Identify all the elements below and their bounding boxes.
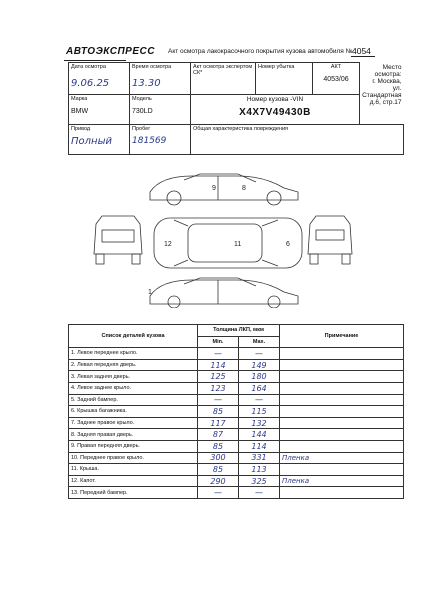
table-row [69, 440, 404, 452]
model-value: 730LD [132, 108, 153, 115]
act-label: АКТ [330, 64, 342, 70]
col-header-max: Max. [239, 336, 280, 348]
part-name: 11. Крыша. [69, 464, 198, 476]
part-name: 2. Левая передняя дверь. [69, 359, 198, 371]
info-table [68, 62, 404, 155]
part-min: — [198, 348, 239, 360]
part-note [280, 394, 404, 406]
part-max: — [239, 487, 280, 499]
part-max: 164 [239, 382, 280, 394]
model-label: Модель [132, 96, 152, 102]
col-header-note: Примечание [280, 325, 404, 348]
parts-table [68, 324, 404, 499]
car-body-diagram [88, 168, 356, 308]
date-value: 9.06.25 [71, 78, 110, 89]
place-city: г. Москва, [372, 77, 402, 85]
part-note [280, 371, 404, 383]
part-max: 114 [239, 440, 280, 452]
part-min: 85 [198, 464, 239, 476]
part-note [280, 359, 404, 371]
part-name: 7. Заднее правое крыло. [69, 417, 198, 429]
part-min: 117 [198, 417, 239, 429]
part-max: 132 [239, 417, 280, 429]
place-street: ул. Стандартная [362, 84, 402, 99]
damage-label: Общая характеристика повреждения [193, 126, 289, 132]
car-left-side-view [150, 278, 298, 308]
part-max: 113 [239, 464, 280, 476]
time-value: 13.30 [132, 78, 161, 89]
part-min: 85 [198, 440, 239, 452]
document-number-underline [351, 56, 375, 57]
diagram-label-8: 8 [242, 185, 246, 192]
part-note [280, 429, 404, 441]
diagram-label-1: 1 [148, 289, 152, 296]
table-row [69, 348, 404, 360]
diagram-label-6: 6 [286, 241, 290, 248]
table-row [69, 382, 404, 394]
loss-cell [256, 63, 313, 95]
table-row [69, 417, 404, 429]
part-max: 115 [239, 406, 280, 418]
part-max: 144 [239, 429, 280, 441]
model-cell [130, 95, 191, 125]
loss-label: Номер убытка [258, 64, 295, 70]
part-note [280, 487, 404, 499]
part-min: 114 [198, 359, 239, 371]
date-cell [69, 63, 130, 95]
part-name: 1. Левое переднее крыло. [69, 348, 198, 360]
mileage-cell [130, 125, 191, 155]
part-name: 5. Задний бампер. [69, 394, 198, 406]
brand-cell [69, 95, 130, 125]
vin-label: Номер кузова -VIN [246, 96, 304, 103]
part-min: 123 [198, 382, 239, 394]
part-name: 12. Капот. [69, 475, 198, 487]
col-header-min: Min. [198, 336, 239, 348]
part-name: 4. Левое заднее крыло. [69, 382, 198, 394]
company-logo: АВТОЭКСПРЕСС [66, 46, 155, 57]
table-row [69, 475, 404, 487]
part-max: — [239, 348, 280, 360]
car-front-view [94, 216, 142, 264]
table-row [69, 464, 404, 476]
part-note [280, 348, 404, 360]
part-note [280, 440, 404, 452]
brand-label: Марка [71, 96, 88, 102]
time-label: Время осмотра [132, 64, 172, 70]
part-name: 10. Переднее правое крыло. [69, 452, 198, 464]
part-min: 290 [198, 475, 239, 487]
act-value: 4053/06 [323, 76, 349, 83]
drive-value: Полный [71, 136, 112, 147]
col-header-parts: Список деталей кузова [69, 325, 198, 348]
car-rear-view [308, 216, 352, 264]
mileage-label: Пробег [132, 126, 151, 132]
diagram-label-11: 11 [234, 241, 242, 248]
part-max: 331 [239, 452, 280, 464]
part-name: 3. Левая задняя дверь. [69, 371, 198, 383]
damage-cell [191, 125, 404, 155]
part-min: 85 [198, 406, 239, 418]
part-max: 149 [239, 359, 280, 371]
table-row [69, 394, 404, 406]
part-note [280, 417, 404, 429]
part-note: Пленка [280, 452, 404, 464]
place-cell [360, 63, 404, 125]
place-label: Место осмотра: [374, 63, 402, 78]
act-cell [313, 63, 360, 95]
car-right-side-view [150, 174, 298, 205]
place-building: д.6, стр.17 [369, 98, 402, 106]
part-min: — [198, 394, 239, 406]
col-header-thickness: Толщина ЛКП, мкм [198, 325, 280, 337]
table-row [69, 452, 404, 464]
date-label: Дата осмотра [71, 64, 106, 70]
part-name: 13. Передний бампер. [69, 487, 198, 499]
part-max: — [239, 394, 280, 406]
table-row [69, 429, 404, 441]
vin-cell [191, 95, 360, 125]
diagram-label-12: 12 [164, 241, 172, 248]
part-note [280, 406, 404, 418]
drive-label: Привод [71, 126, 91, 132]
part-name: 6. Крышка багажника. [69, 406, 198, 418]
brand-value: BMW [71, 108, 89, 115]
part-note [280, 464, 404, 476]
part-note [280, 382, 404, 394]
part-max: 325 [239, 475, 280, 487]
part-min: 87 [198, 429, 239, 441]
part-note: Пленка [280, 475, 404, 487]
drive-cell [69, 125, 130, 155]
part-min: 300 [198, 452, 239, 464]
expert-cell [191, 63, 256, 95]
table-row [69, 406, 404, 418]
car-top-view [154, 218, 302, 268]
part-max: 180 [239, 371, 280, 383]
part-min: 125 [198, 371, 239, 383]
part-name: 9. Правая передняя дверь. [69, 440, 198, 452]
diagram-label-9: 9 [212, 185, 216, 192]
table-row [69, 359, 404, 371]
table-row [69, 371, 404, 383]
mileage-value: 181569 [132, 136, 167, 146]
vin-value: X4X7V49430B [239, 107, 311, 118]
document-title: Акт осмотра лакокрасочного покрытия кузова автомобиля № [168, 48, 353, 55]
time-cell [130, 63, 191, 95]
part-name: 8. Задняя правая дверь. [69, 429, 198, 441]
table-row [69, 487, 404, 499]
logo-underline [64, 60, 126, 61]
part-min: — [198, 487, 239, 499]
expert-label: Акт осмотра экспертом СК* [193, 64, 253, 76]
document-number: 4054 [352, 46, 371, 56]
